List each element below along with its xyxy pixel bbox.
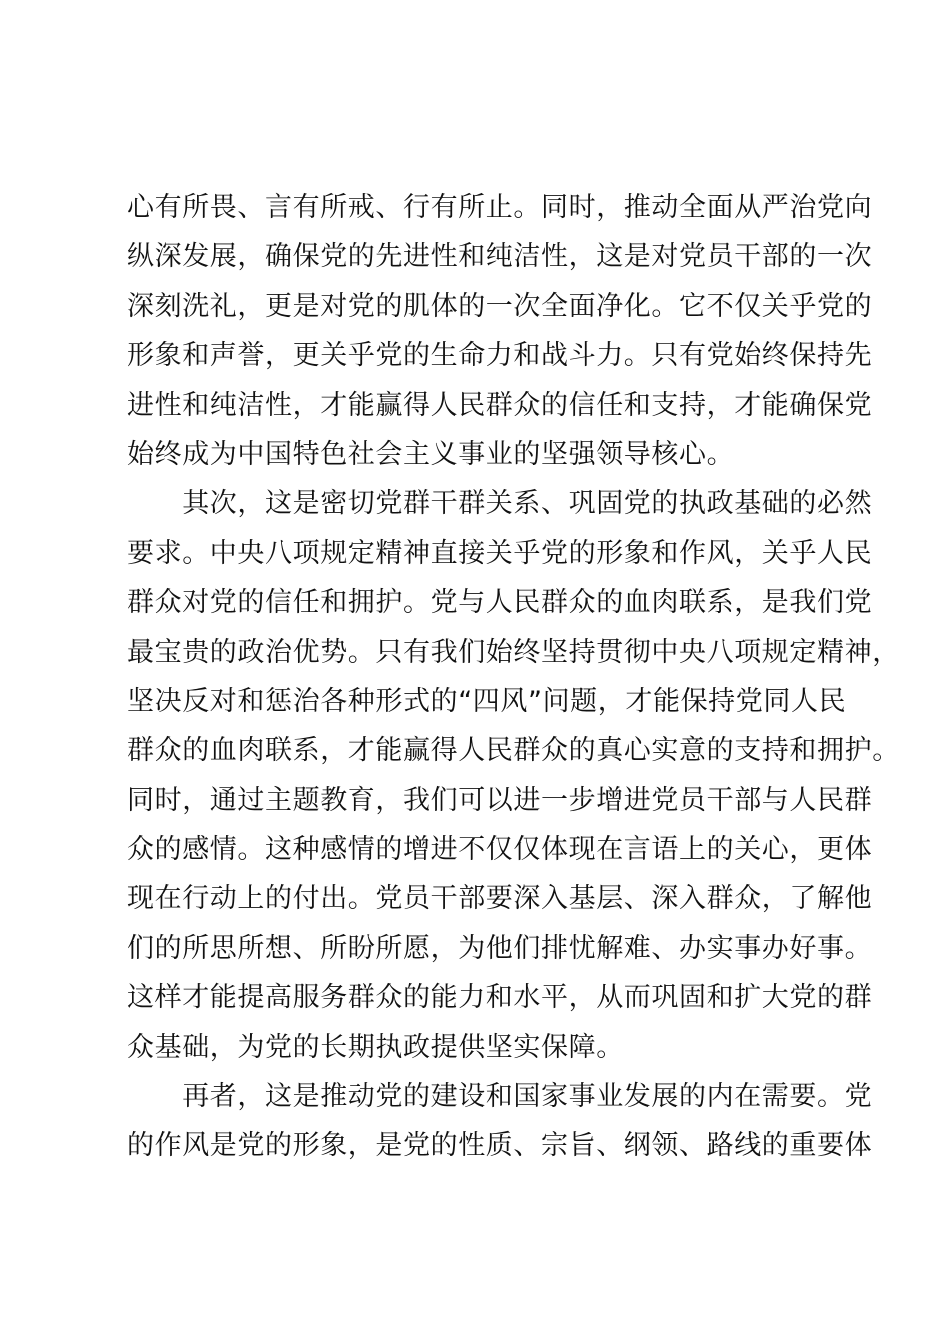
text-line: 群众的血肉联系，才能赢得人民群众的真心实意的支持和拥护。	[127, 735, 900, 767]
text-line: 众基础，为党的长期执政提供坚实保障。	[127, 1031, 624, 1063]
text-line: 其次，这是密切党群干群关系、巩固党的执政基础的必然	[127, 488, 873, 520]
text-line: 再者，这是推动党的建设和国家事业发展的内在需要。党	[127, 1081, 873, 1113]
text-line: 的作风是党的形象，是党的性质、宗旨、纲领、路线的重要体	[127, 1130, 873, 1162]
text-line: 形象和声誉，更关乎党的生命力和战斗力。只有党始终保持先	[127, 340, 873, 372]
text-line: 深刻洗礼，更是对党的肌体的一次全面净化。它不仅关乎党的	[127, 290, 873, 322]
text-line: 群众对党的信任和拥护。党与人民群众的血肉联系，是我们党	[127, 587, 873, 619]
text-line: 众的感情。这种感情的增进不仅仅体现在言语上的关心，更体	[127, 834, 873, 866]
text-line: 坚决反对和惩治各种形式的“四风”问题，才能保持党同人民	[127, 685, 847, 717]
text-line: 始终成为中国特色社会主义事业的坚强领导核心。	[127, 438, 735, 470]
text-line: 最宝贵的政治优势。只有我们始终坚持贯彻中央八项规定精神，	[127, 636, 900, 668]
text-line: 进性和纯洁性，才能赢得人民群众的信任和支持，才能确保党	[127, 389, 873, 421]
text-line: 心有所畏、言有所戒、行有所止。同时，推动全面从严治党向	[127, 192, 873, 223]
text-line: 这样才能提高服务群众的能力和水平，从而巩固和扩大党的群	[127, 982, 873, 1014]
text-line: 们的所思所想、所盼所愿，为他们排忧解难、办实事办好事。	[127, 932, 873, 964]
text-line: 纵深发展，确保党的先进性和纯洁性，这是对党员干部的一次	[127, 241, 873, 273]
body-text	[127, 183, 900, 1171]
text-line: 同时，通过主题教育，我们可以进一步增进党员干部与人民群	[127, 784, 873, 816]
text-line: 现在行动上的付出。党员干部要深入基层、深入群众，了解他	[127, 883, 873, 915]
text-line: 要求。中央八项规定精神直接关乎党的形象和作风，关乎人民	[127, 537, 873, 569]
